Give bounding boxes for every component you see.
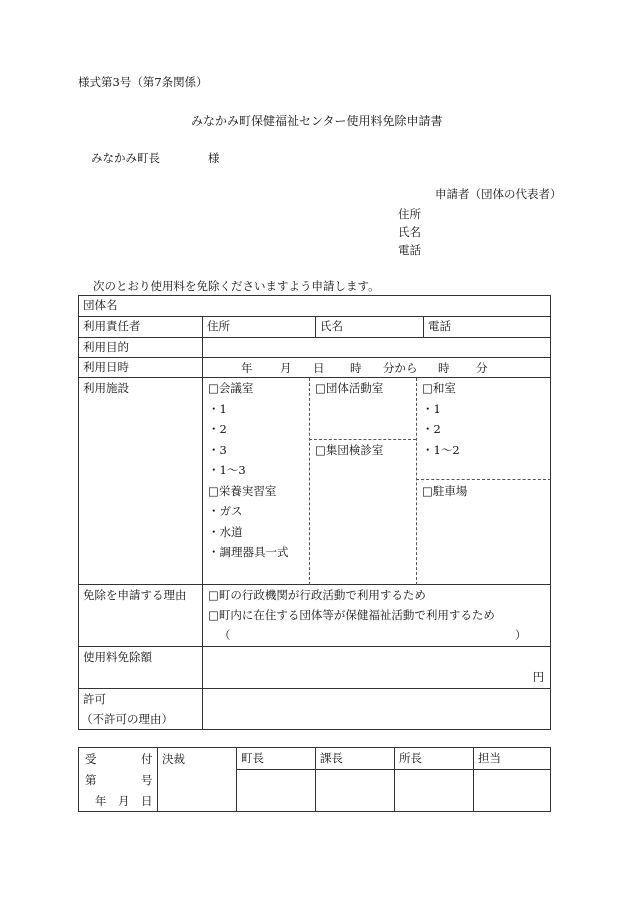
facility-japanese-2: ・2 [422, 422, 441, 436]
permit-field[interactable] [203, 689, 551, 730]
facility-meeting-2: ・2 [208, 422, 227, 436]
staff-label: 担当 [474, 748, 551, 770]
facility-nutrition-room[interactable]: □栄養実習室 [208, 484, 277, 498]
reason-option-2[interactable]: □町内に在住する団体等が保健福祉活動で利用するため [208, 608, 495, 622]
approval-table [78, 747, 551, 812]
purpose-label: 利用目的 [79, 338, 203, 358]
dashed-divider-2 [416, 378, 417, 585]
director-label: 所長 [395, 748, 474, 770]
receipt-char-2: 付 [141, 752, 153, 766]
applicant-heading: 申請者（団体の代表者） [435, 187, 562, 201]
form-number: 様式第3号（第7条関係） [78, 75, 208, 89]
intro-text: 次のとおり使用料を免除くださいますよう申請します。 [93, 279, 380, 293]
facility-cell [203, 378, 551, 585]
dt-month: 月 [280, 361, 292, 375]
reason-paren-close: ） [515, 628, 527, 642]
fee-field[interactable] [203, 647, 551, 689]
addressee-honorific: 様 [208, 151, 220, 165]
staff-stamp-box[interactable] [474, 770, 551, 812]
dt-hour-end: 時 [438, 361, 450, 375]
mayor-label: 町長 [237, 748, 316, 770]
receipt-cell [79, 748, 158, 812]
facility-japanese-1-2: ・1～2 [422, 443, 460, 457]
application-table [78, 295, 551, 730]
facility-japanese-room[interactable]: □和室 [422, 381, 456, 395]
applicant-name-label: 氏名 [398, 225, 421, 239]
permit-label: 許可 [83, 692, 106, 706]
permit-cell [79, 689, 203, 730]
number-char-2: 号 [141, 773, 153, 787]
facility-meeting-1: ・1 [208, 402, 227, 416]
facility-parking[interactable]: □駐車場 [422, 484, 468, 498]
purpose-field[interactable] [203, 338, 551, 358]
responsible-address-label: 住所 [203, 317, 316, 338]
facility-label: 利用施設 [79, 378, 203, 585]
dt-day: 日 [313, 361, 325, 375]
number-char-1: 第 [85, 773, 97, 787]
fee-label: 使用料免除額 [79, 647, 203, 689]
receipt-char-1: 受 [85, 752, 97, 766]
addressee-name: みなかみ町長 [91, 151, 160, 165]
group-name-label: 団体名 [79, 296, 551, 317]
datetime-field[interactable] [203, 358, 551, 378]
dt-hour: 時 [350, 361, 362, 375]
dt-minute-from: 分から [383, 361, 418, 375]
reason-label: 免除を申請する理由 [79, 585, 203, 647]
receipt-date: 年 月 日 [95, 794, 153, 808]
dashed-divider-1 [309, 378, 310, 585]
dt-minute-end: 分 [476, 361, 488, 375]
dashed-divider-3 [309, 439, 416, 440]
facility-gas: ・ガス [208, 504, 243, 518]
facility-meeting-1-3: ・1～3 [208, 463, 246, 477]
facility-japanese-1: ・1 [422, 402, 441, 416]
reason-option-1[interactable]: □町の行政機関が行政活動で利用するため [208, 588, 426, 602]
facility-group-exam-room[interactable]: □集団検診室 [315, 443, 384, 457]
mayor-stamp-box[interactable] [237, 770, 316, 812]
decision-label: 決裁 [158, 748, 237, 812]
applicant-address-label: 住所 [398, 207, 421, 221]
section-chief-stamp-box[interactable] [316, 770, 395, 812]
applicant-phone-label: 電話 [398, 243, 421, 257]
responsible-name-label: 氏名 [316, 317, 424, 338]
dashed-divider-4 [416, 479, 551, 480]
facility-group-activity-room[interactable]: □団体活動室 [315, 381, 384, 395]
facility-water: ・水道 [208, 525, 243, 539]
fee-yen: 円 [532, 670, 545, 684]
facility-cookware: ・調理器具一式 [208, 545, 289, 559]
dt-year: 年 [241, 361, 253, 375]
permit-reason-label: （不許可の理由） [81, 712, 173, 726]
section-chief-label: 課長 [316, 748, 395, 770]
datetime-label: 利用日時 [79, 358, 203, 378]
reason-paren-open: （ [219, 628, 231, 642]
responsible-label: 利用責任者 [79, 317, 203, 338]
facility-meeting-3: ・3 [208, 443, 227, 457]
reason-cell [203, 585, 551, 647]
responsible-phone-label: 電話 [424, 317, 551, 338]
director-stamp-box[interactable] [395, 770, 474, 812]
form-title: みなかみ町保健福祉センター使用料免除申請書 [191, 114, 443, 128]
facility-meeting-room[interactable]: □会議室 [208, 381, 254, 395]
